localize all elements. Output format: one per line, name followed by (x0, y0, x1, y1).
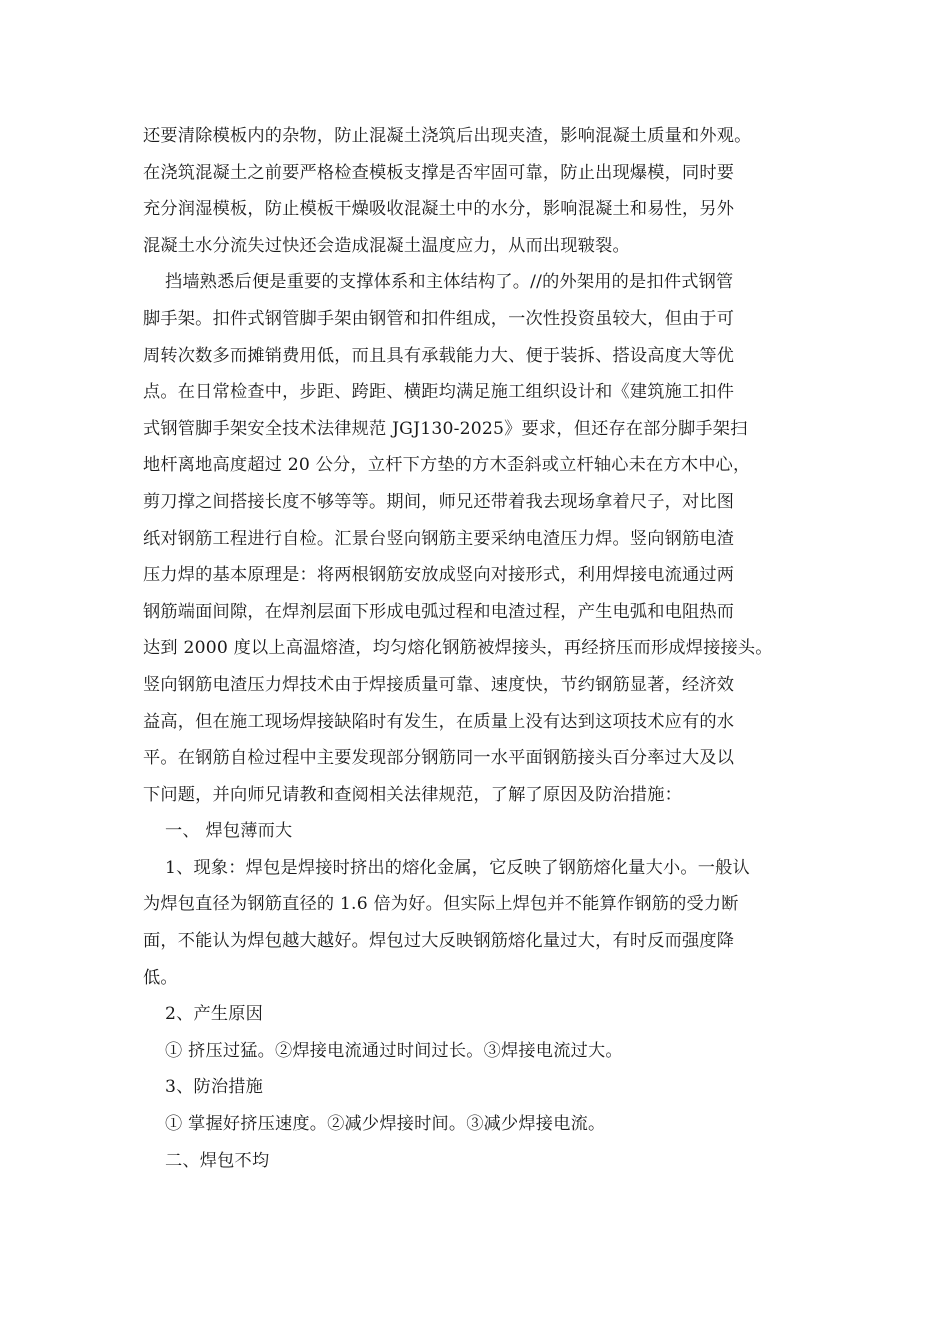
text-line: 地杆离地高度超过 20 公分，立杆下方垫的方木歪斜或立杆轴心未在方木中心， (143, 455, 751, 476)
text-line: 一、 焊包薄而大 (165, 821, 293, 842)
text-line: 纸对钢筋工程进行自检。汇景台竖向钢筋主要采纳电渣压力焊。竖向钢筋电渣 (143, 528, 735, 549)
text-line: 2、产生原因 (165, 1004, 264, 1025)
text-line: 点。在日常检查中，步距、跨距、横距均满足施工组织设计和《建筑施工扣件 (143, 382, 735, 403)
text-line: 脚手架。扣件式钢管脚手架由钢管和扣件组成，一次性投资虽较大，但由于可 (143, 308, 735, 329)
text-line: 混凝土水分流失过快还会造成混凝土温度应力，从而出现皲裂。 (143, 235, 630, 256)
text-line: 式钢管脚手架安全技术法律规范 JGJ130-2025》要求，但还存在部分脚手架扫 (143, 418, 748, 439)
text-line: 3、防治措施 (165, 1077, 264, 1098)
text-line: 面，不能认为焊包越大越好。焊包过大反映钢筋熔化量过大，有时反而强度降 (143, 931, 735, 952)
text-line: 为焊包直径为钢筋直径的 1.6 倍为好。但实际上焊包并不能算作钢筋的受力断 (143, 894, 739, 915)
text-line: 还要清除模板内的杂物，防止混凝土浇筑后出现夹渣，影响混凝土质量和外观。 (143, 126, 752, 146)
text-line: 充分润湿模板，防止模板干燥吸收混凝土中的水分，影响混凝土和易性，另外 (143, 199, 735, 220)
text-line: 压力焊的基本原理是：将两根钢筋安放成竖向对接形式，利用焊接电流通过两 (143, 565, 735, 586)
document-body (143, 118, 813, 1179)
text-line: 下问题，并向师兄请教和查阅相关法律规范，了解了原因及防治措施： (143, 784, 683, 805)
text-line: 在浇筑混凝土之前要严格检查模板支撑是否牢固可靠，防止出现爆模，同时要 (143, 162, 735, 183)
text-line: 低。 (143, 967, 178, 988)
text-line: 平。在钢筋自检过程中主要发现部分钢筋同一水平面钢筋接头百分率过大及以 (143, 748, 735, 769)
text-line: 达到 2000 度以上高温熔渣，均匀熔化钢筋被焊接头，再经挤压而形成焊接接头。 (143, 638, 773, 659)
text-line: ① 掌握好挤压速度。②减少焊接时间。③减少焊接电流。 (165, 1114, 606, 1135)
text-line: 1、现象：焊包是焊接时挤出的熔化金属，它反映了钢筋熔化量大小。一般认 (165, 857, 750, 878)
text-line: 挡墙熟悉后便是重要的支撑体系和主体结构了。//的外架用的是扣件式钢管 (165, 272, 734, 293)
text-line: 周转次数多而摊销费用低，而且具有承载能力大、便于装拆、搭设高度大等优 (143, 345, 735, 366)
text-line: 益高，但在施工现场焊接缺陷时有发生，在质量上没有达到这项技术应有的水 (143, 711, 735, 732)
text-line: 二、焊包不均 (165, 1150, 270, 1171)
text-line: ① 挤压过猛。②焊接电流通过时间过长。③焊接电流过大。 (165, 1040, 623, 1061)
text-line: 竖向钢筋电渣压力焊技术由于焊接质量可靠、速度快，节约钢筋显著，经济效 (143, 674, 735, 695)
text-line: 钢筋端面间隙，在焊剂层面下形成电弧过程和电渣过程，产生电弧和电阻热而 (143, 601, 735, 622)
text-line: 剪刀撑之间搭接长度不够等等。期间，师兄还带着我去现场拿着尺子，对比图 (143, 491, 735, 512)
